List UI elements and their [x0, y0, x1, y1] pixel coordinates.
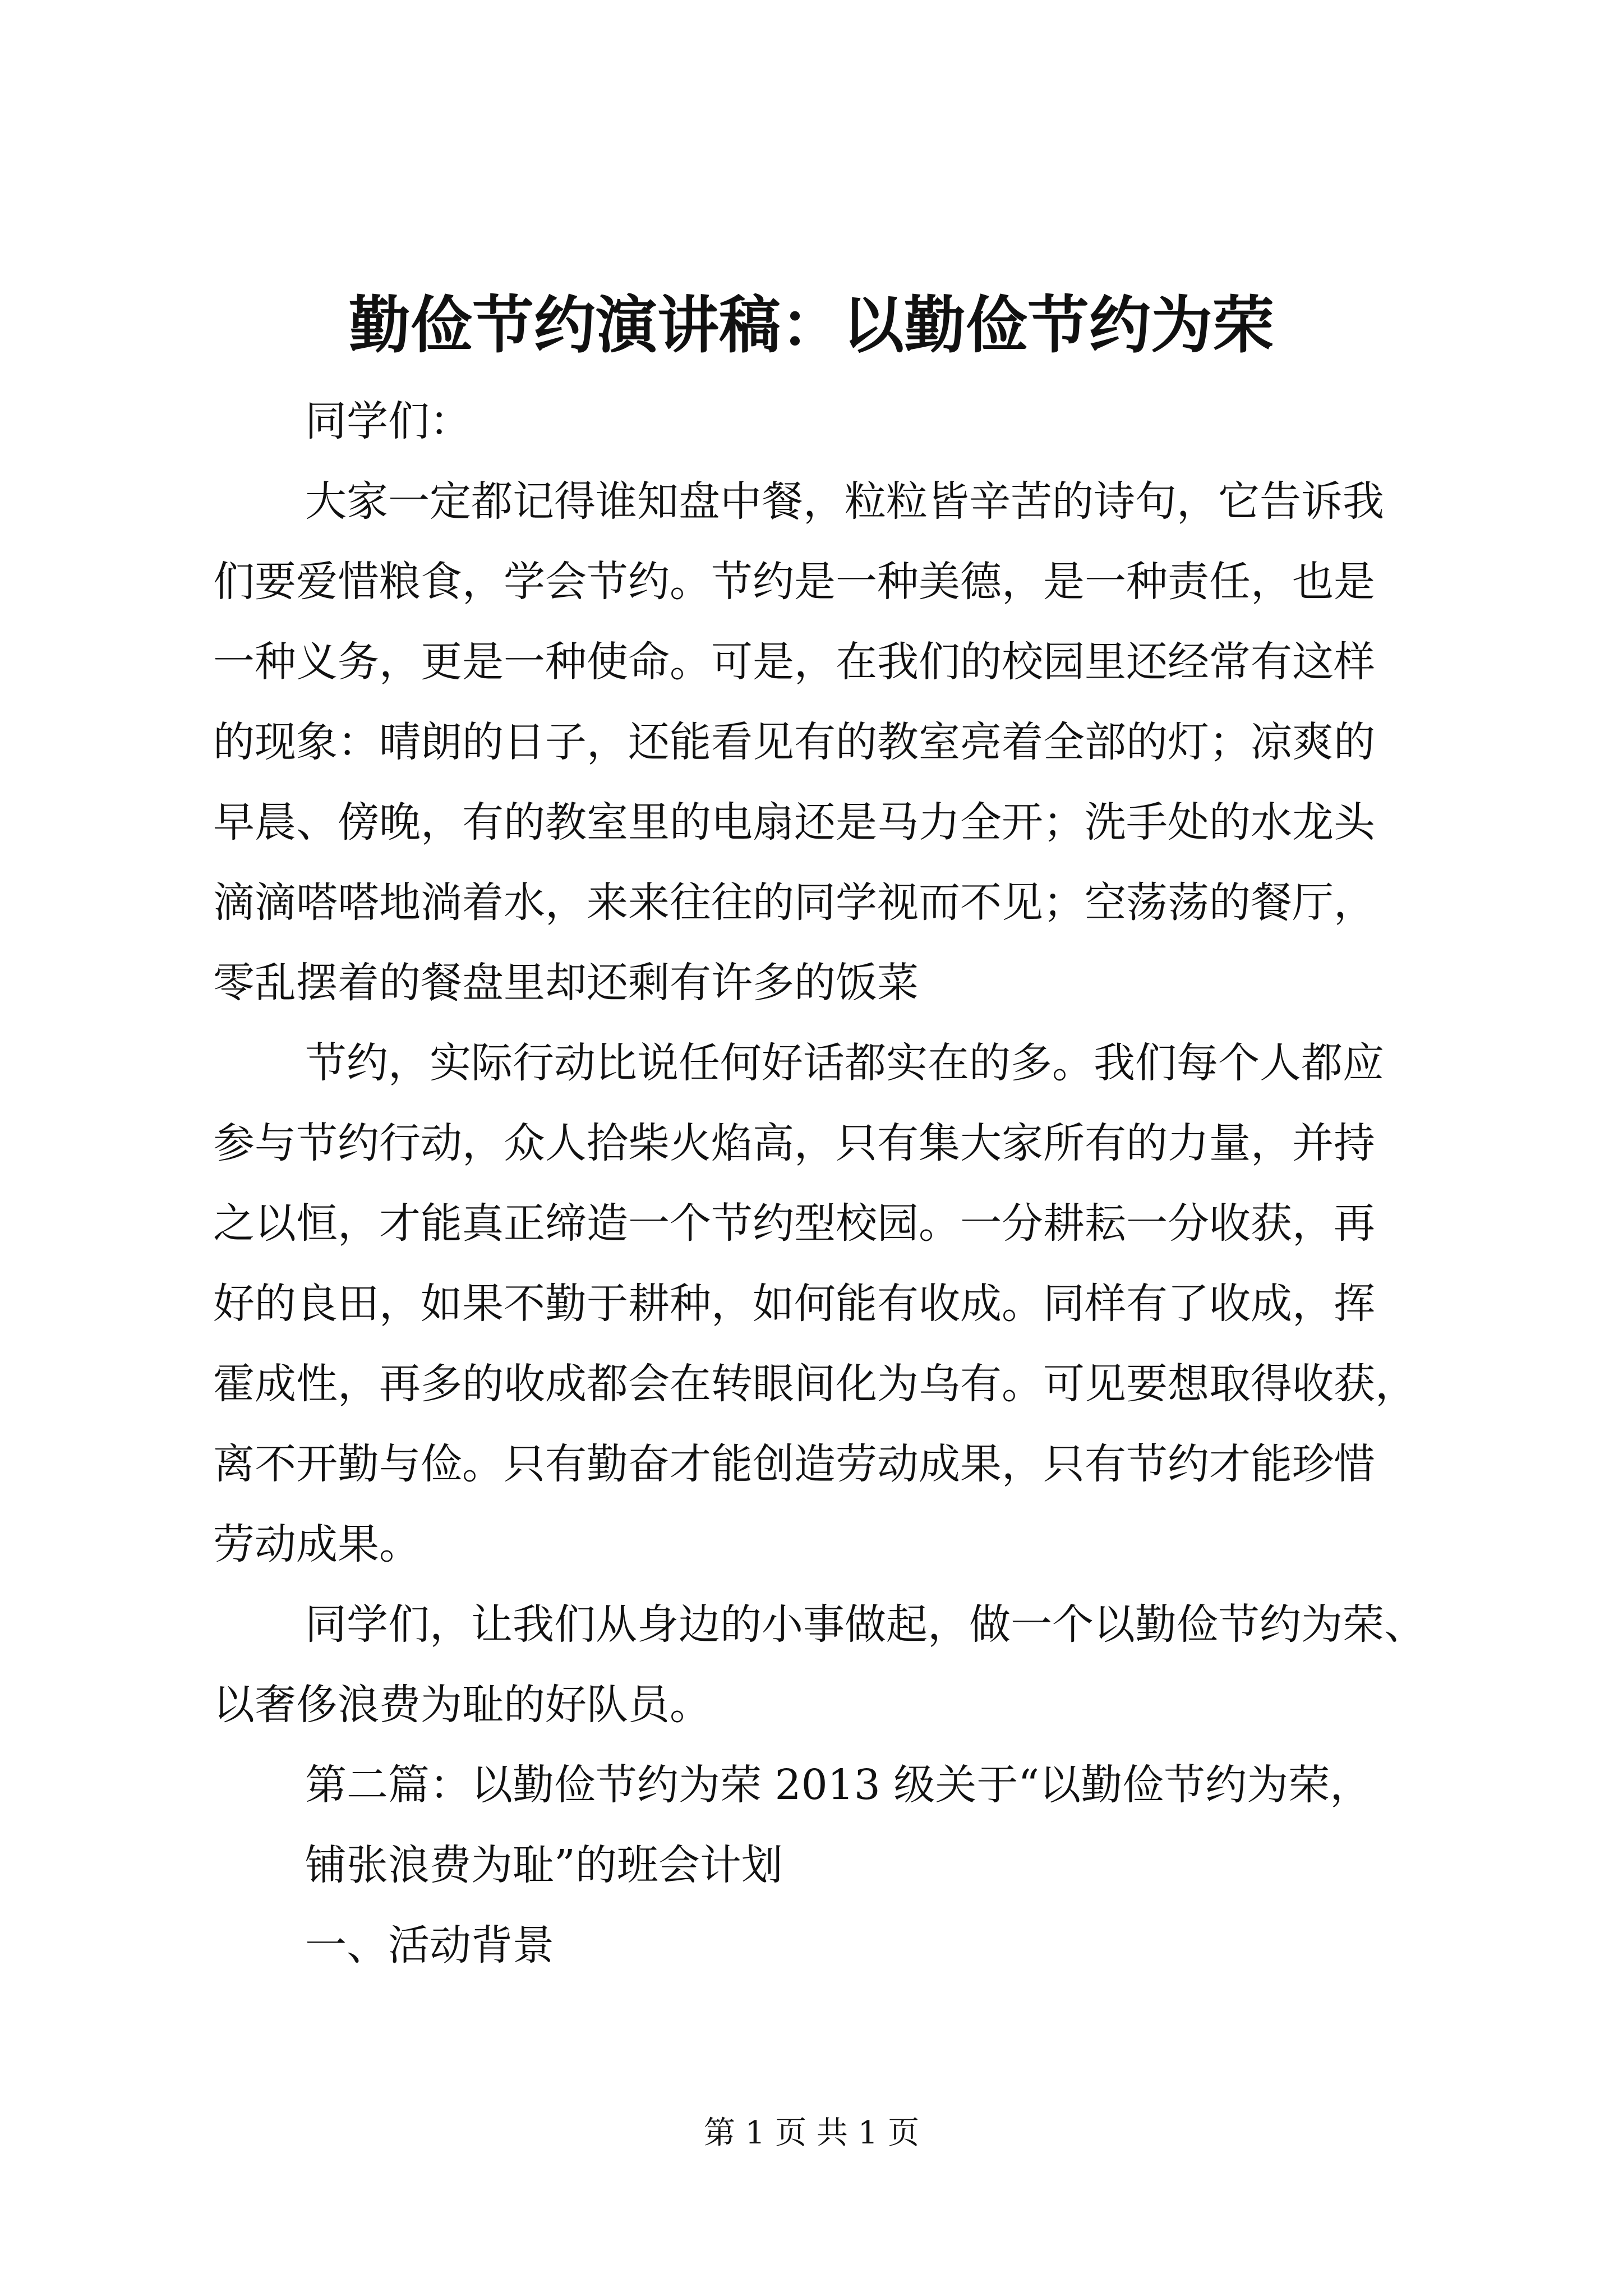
paragraph-line: 以奢侈浪费为耻的好队员。 — [213, 1681, 711, 1729]
paragraph-line: 好的良田，如果不勤于耕种，如何能有收成。同样有了收成，挥 — [213, 1280, 1375, 1328]
paragraph-line: 早晨、傍晚，有的教室里的电扇还是马力全开；洗手处的水龙头 — [213, 798, 1375, 846]
salutation-line: 同学们： — [305, 397, 471, 445]
paragraph-line: 霍成性，再多的收成都会在转眼间化为乌有。可见要想取得收获， — [213, 1360, 1417, 1408]
page-number-footer: 第 1 页 共 1 页 — [703, 2115, 920, 2151]
paragraph-line: 节约，实际行动比说任何好话都实在的多。我们每个人都应 — [305, 1039, 1384, 1087]
paragraph-line: 滴滴嗒嗒地淌着水，来来往往的同学视而不见；空荡荡的餐厅， — [213, 878, 1375, 927]
paragraph-line: 参与节约行动，众人拾柴火焰高，只有集大家所有的力量，并持 — [213, 1119, 1375, 1167]
paragraph-line: 大家一定都记得谁知盘中餐，粒粒皆辛苦的诗句，它告诉我 — [305, 477, 1384, 526]
paragraph-line: 之以恒，才能真正缔造一个节约型校园。一分耕耘一分收获，再 — [213, 1199, 1375, 1248]
section-heading-line: 铺张浪费为耻”的班会计划 — [305, 1841, 783, 1889]
subsection-heading: 一、活动背景 — [305, 1921, 554, 1970]
document-title: 勤俭节约演讲稿：以勤俭节约为荣 — [349, 289, 1274, 361]
paragraph-line: 劳动成果。 — [213, 1520, 421, 1568]
paragraph-line: 的现象：晴朗的日子，还能看见有的教室亮着全部的灯；凉爽的 — [213, 718, 1375, 766]
document-body — [213, 381, 1426, 1986]
paragraph-line: 们要爱惜粮食，学会节约。节约是一种美德，是一种责任，也是 — [213, 558, 1375, 606]
paragraph-line: 离不开勤与俭。只有勤奋才能创造劳动成果，只有节约才能珍惜 — [213, 1440, 1375, 1488]
section-heading-line: 第二篇：以勤俭节约为荣 2013 级关于“以勤俭节约为荣， — [305, 1761, 1372, 1809]
paragraph-line: 一种义务，更是一种使命。可是，在我们的校园里还经常有这样 — [213, 638, 1375, 686]
paragraph-line: 零乱摆着的餐盘里却还剩有许多的饭菜 — [213, 959, 919, 1007]
paragraph-line: 同学们，让我们从身边的小事做起，做一个以勤俭节约为荣、 — [305, 1600, 1426, 1649]
